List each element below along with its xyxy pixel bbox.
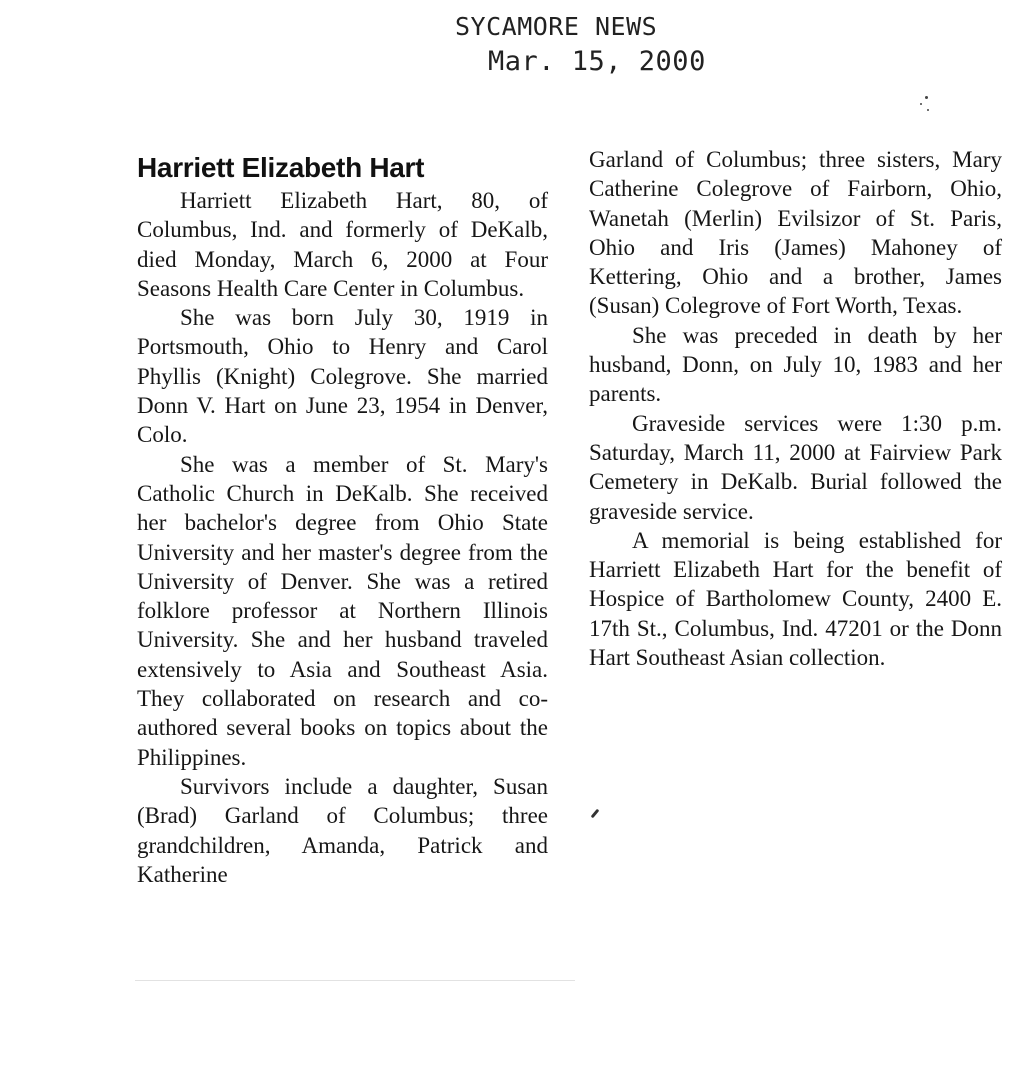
paragraph-birth-marriage: She was born July 30, 1919 in Portsmouth, Ohio to Henry and Carol Phyllis (Knight) Colegrove. She married Donn V. Hart on June 23, 1954 in Denver, Colo. [137,305,548,448]
scan-speck [920,103,922,105]
obituary-title: Harriett Elizabeth Hart [137,152,425,183]
paragraph-survivors-continued: Garland of Columbus; three sisters, Mary Catherine Colegrove of Fairborn, Ohio, Wanetah (Merlin) Evilsizor of St. Paris, Ohio and Iris (James) Mahoney of Kettering, Ohio and a brother, James (Susan) Colegrove of Fort Worth, Texas. [589,147,1002,319]
obituary-column-2 [589,145,1002,672]
clipping-date: Mar. 15, 2000 [488,46,706,77]
paragraph-services: Graveside services were 1:30 p.m. Saturday, March 11, 2000 at Fairview Park Cemetery in DeKalb. Burial followed the graveside service. [589,410,1002,524]
paragraph-career: She was a member of St. Mary's Catholic Church in DeKalb. She received her bachelor's degree from Ohio State University and her master's degree from the University of Denver. She was a retired folklore professor at Northern Illinois University. She and her husband traveled extensively to Asia and Southeast Asia. They collaborated on research and co-authored several books on topics about the Philippines. [137,451,548,770]
scan-speck [925,96,928,99]
scan-mark [591,809,600,819]
clipping-bottom-edge [135,980,575,981]
paragraph-survivors: Survivors include a daughter, Susan (Brad) Garland of Columbus; three grandchildren, Amanda, Patrick and Katherine [137,773,548,887]
paragraph-preceded-in-death: She was preceded in death by her husband, Donn, on July 10, 1983 and her parents. [589,322,1002,407]
paragraph-memorial: A memorial is being established for Harriett Elizabeth Hart for the benefit of Hospice of Bartholomew County, 2400 E. 17th St., Columbus, Ind. 47201 or the Donn Hart Southeast Asian collection. [589,527,1002,671]
paragraph-death-notice: Harriett Elizabeth Hart, 80, of Columbus, Ind. and formerly of DeKalb, died Monday, March 6, 2000 at Four Seasons Health Care Center in Columbus. [137,188,548,301]
publication-name: SYCAMORE NEWS [455,12,658,41]
obituary-column-1 [137,186,548,889]
scan-speck [927,109,929,111]
